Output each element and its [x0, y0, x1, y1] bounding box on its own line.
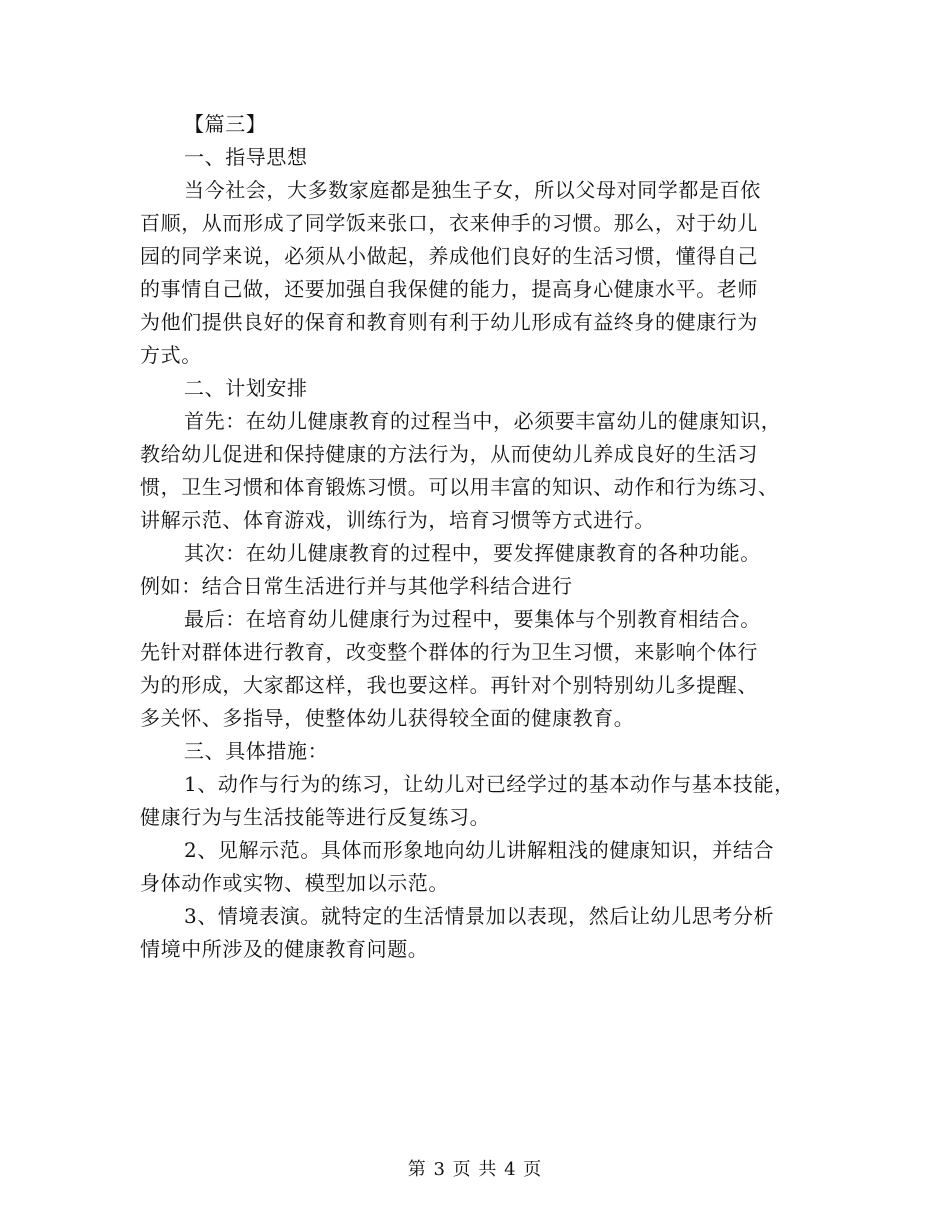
text-line: 身体动作或实物、模型加以示范。: [140, 871, 449, 895]
text-line: 【篇三】: [184, 112, 267, 136]
text-line: 例如：结合日常生活进行并与其他学科结合进行: [140, 574, 573, 598]
text-line: 最后：在培育幼儿健康行为过程中，要集体与个别教育相结合。: [184, 607, 761, 631]
text-line: 首先：在幼儿健康教育的过程当中，必须要丰富幼儿的健康知识，: [184, 409, 782, 433]
text-line: 二、计划安排: [184, 376, 308, 400]
text-line: 园的同学来说，必须从小做起，养成他们良好的生活习惯，懂得自己: [140, 244, 758, 268]
document-body: [140, 108, 840, 966]
text-line: 惯，卫生习惯和体育锻炼习惯。可以用丰富的知识、动作和行为练习、: [140, 475, 779, 499]
text-line: 为的形成，大家都这样，我也要这样。再针对个别特别幼儿多提醒、: [140, 673, 758, 697]
page-number-footer: 第 3 页 共 4 页: [407, 1159, 543, 1180]
text-line: 的事情自己做，还要加强自我保健的能力，提高身心健康水平。老师: [140, 277, 758, 301]
text-line: 一、指导思想: [184, 145, 308, 169]
text-line: 三、具体措施：: [184, 739, 329, 763]
text-line: 健康行为与生活技能等进行反复练习。: [140, 805, 491, 829]
text-line: 3、情境表演。就特定的生活情景加以表现，然后让幼儿思考分析: [184, 904, 775, 928]
text-line: 1、动作与行为的练习，让幼儿对已经学过的基本动作与基本技能，: [184, 772, 795, 796]
text-line: 情境中所涉及的健康教育问题。: [140, 937, 429, 961]
text-line: 多关怀、多指导，使整体幼儿获得较全面的健康教育。: [140, 706, 635, 730]
text-line: 2、见解示范。具体而形象地向幼儿讲解粗浅的健康知识，并结合: [184, 838, 775, 862]
text-line: 当今社会，大多数家庭都是独生子女，所以父母对同学都是百依: [184, 178, 761, 202]
text-line: 其次：在幼儿健康教育的过程中，要发挥健康教育的各种功能。: [184, 541, 761, 565]
text-line: 讲解示范、体育游戏，训练行为，培育习惯等方式进行。: [140, 508, 655, 532]
text-line: 先针对群体进行教育，改变整个群体的行为卫生习惯，来影响个体行: [140, 640, 758, 664]
text-line: 方式。: [140, 343, 202, 367]
text-line: 教给幼儿促进和保持健康的方法行为，从而使幼儿养成良好的生活习: [140, 442, 758, 466]
text-line: 百顺，从而形成了同学饭来张口，衣来伸手的习惯。那么，对于幼儿: [140, 211, 758, 235]
text-line: 为他们提供良好的保育和教育则有利于幼儿形成有益终身的健康行为: [140, 310, 758, 334]
